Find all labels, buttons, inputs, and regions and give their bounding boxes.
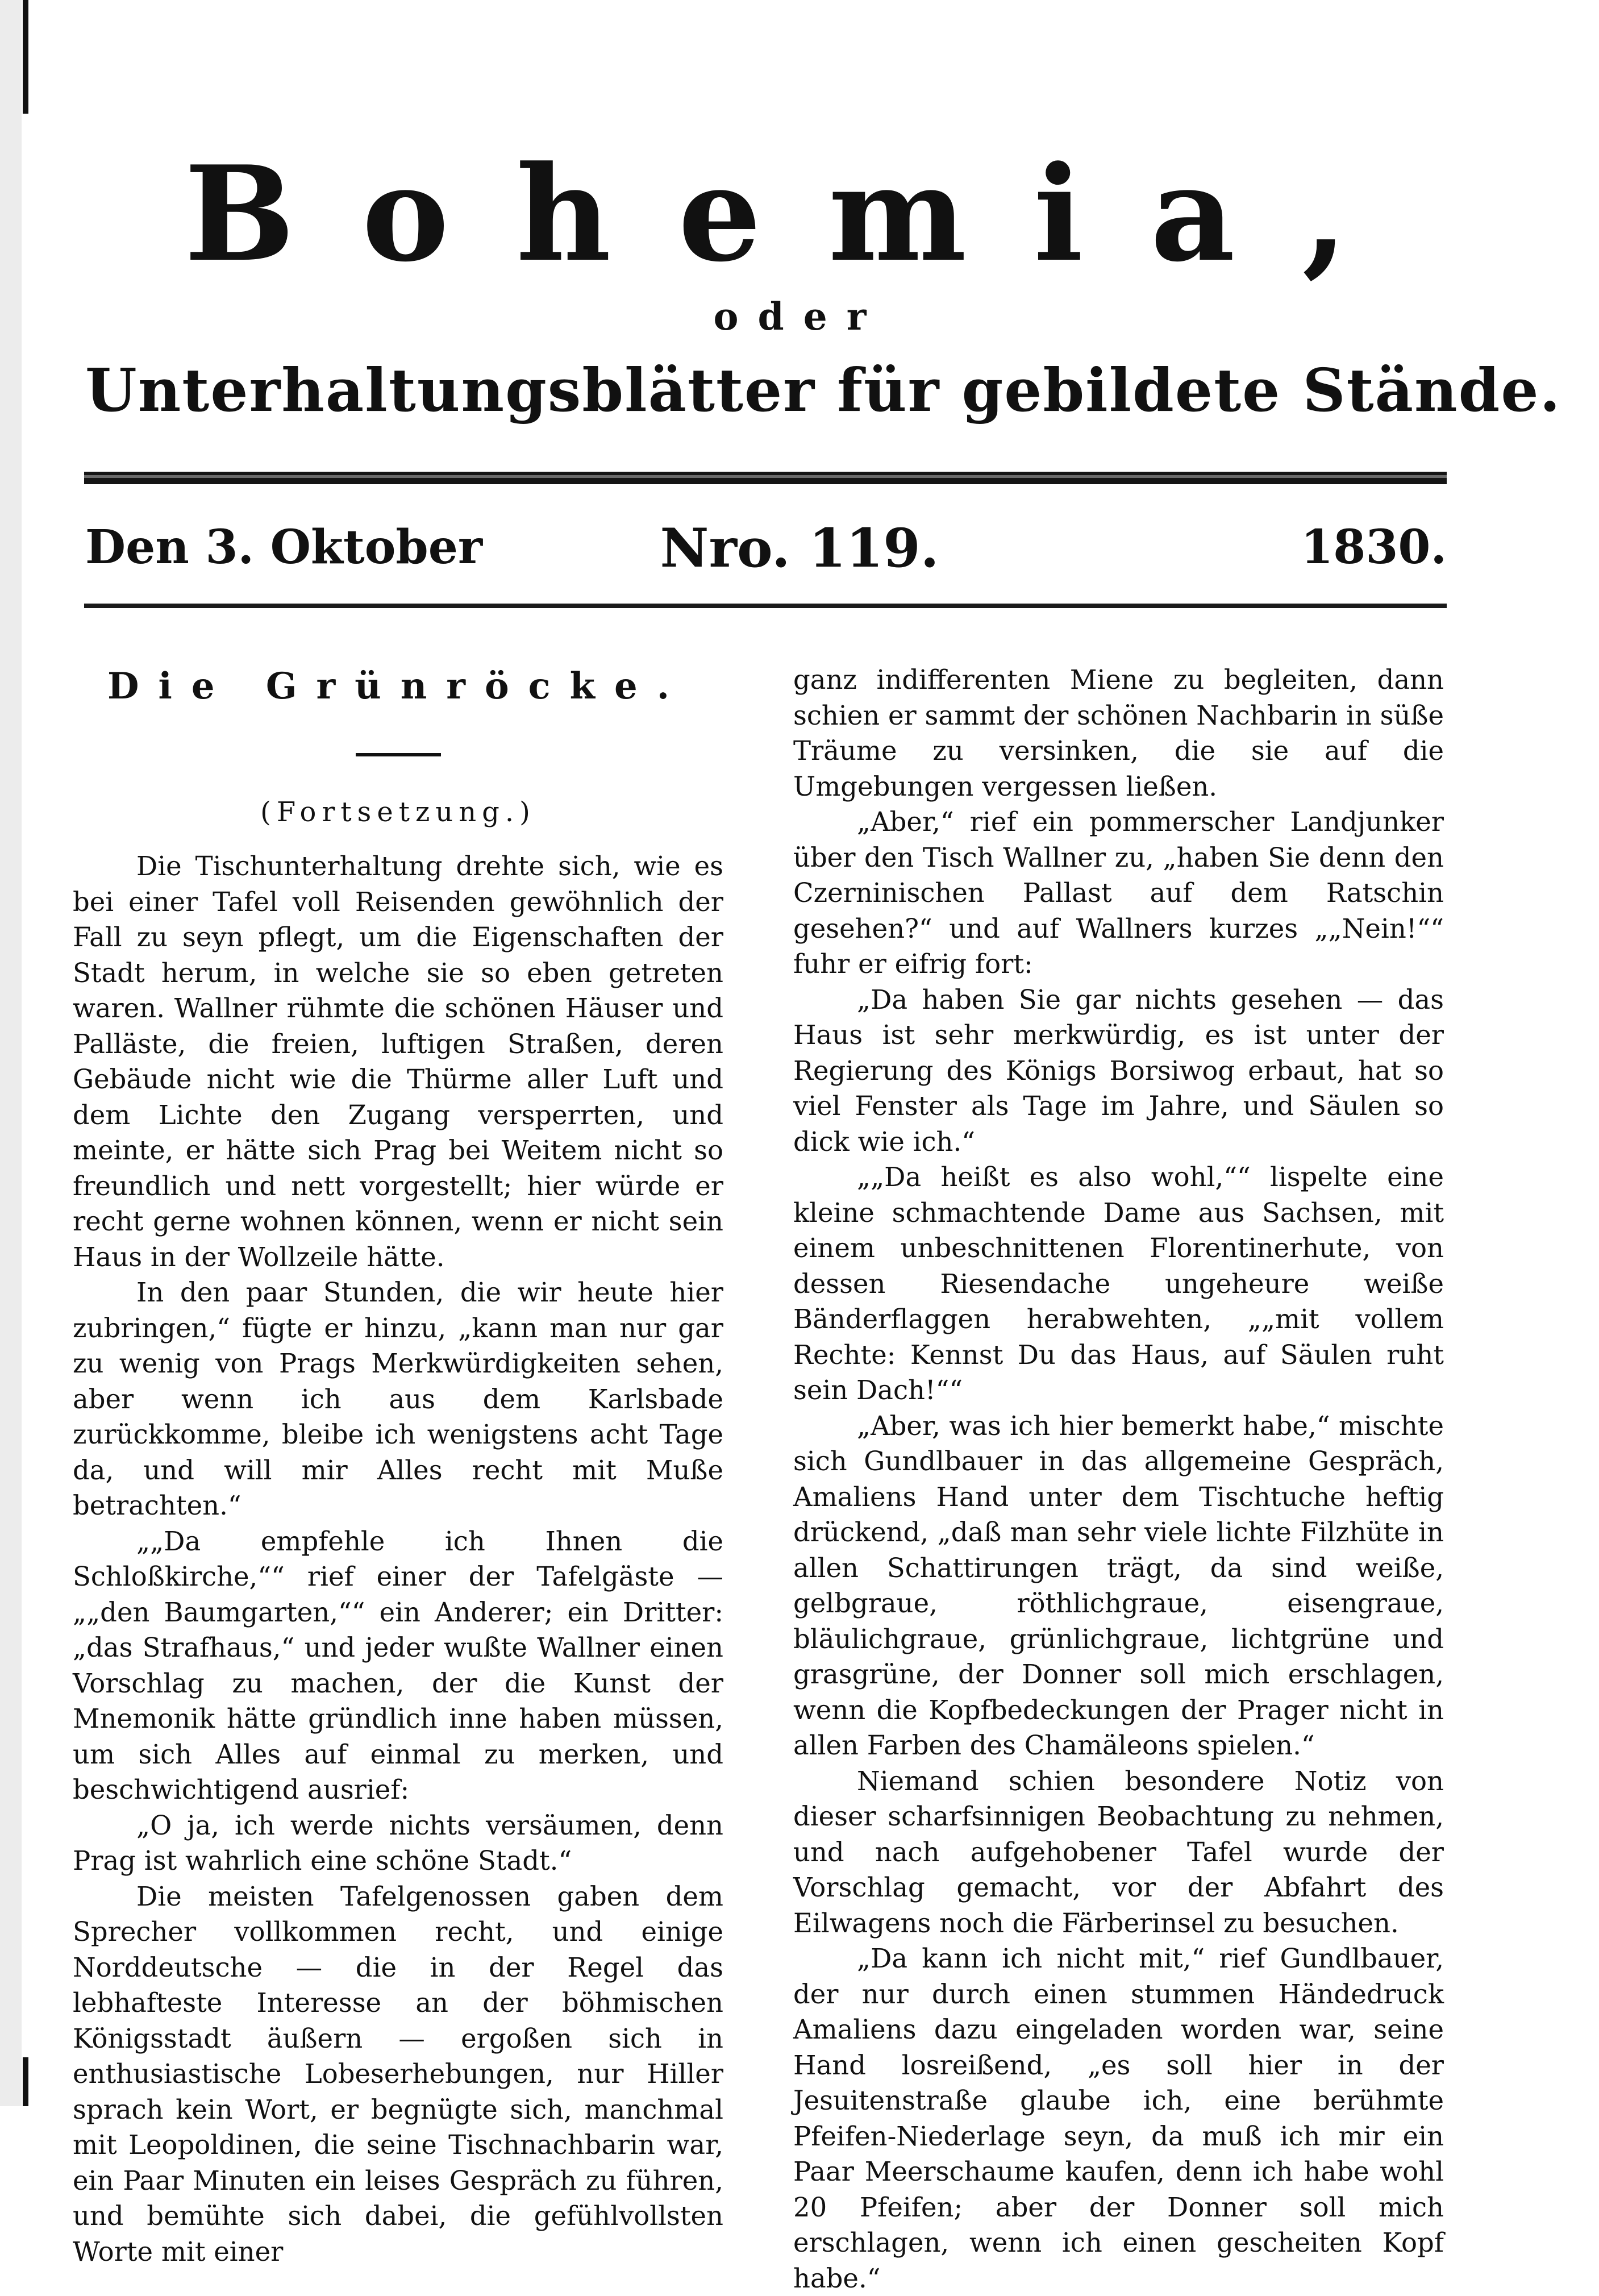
continuation-note: (Fortsetzung.) <box>260 796 536 828</box>
masthead-subtitle: Unterhaltungsblätter für gebildete Stände. <box>85 355 1561 425</box>
paragraph: In den paar Stunden, die wir heute hier zubringen,“ fügte er hinzu, „kann man nur gar zu wenig von Prags Merkwürdigkeiten sehen, aber wenn ich aus dem Karlsbade zurückkomme, bleibe ich wenigstens acht Tage da, und will mir Alles recht mit Muße betrachten.“ <box>73 1277 723 1521</box>
left-column <box>73 642 723 2269</box>
issue-rule <box>84 604 1447 608</box>
paragraph: „Da haben Sie gar nichts gesehen — das Haus ist sehr merkwürdig, es ist unter der Regierung des Königs Borsiwog erbaut, hat so viel Fenster als Tage im Jahre, und Säulen so dick wie ich.“ <box>793 984 1444 1157</box>
masthead-rule <box>84 472 1447 484</box>
paragraph: „Da kann ich nicht mit,“ rief Gundlbauer, der nur durch einen stummen Händedruck Amaliens dazu eingeladen worden war, seine Hand losreißend, „es soll hier in der Jesuitenstraße glaube ich, eine berühmte Pfeifen-Niederlage seyn, da muß ich mir ein Paar Meerschaume kaufen, denn ich habe wohl 20 Pfeifen; aber der Donner soll mich erschlagen, wenn ich einen gescheiten Kopf habe.“ <box>793 1943 1444 2294</box>
issue-year: 1830. <box>1301 520 1447 575</box>
title-divider <box>356 753 441 756</box>
issue-number: Nro. 119. <box>660 517 939 580</box>
paragraph: „„Da heißt es also wohl,““ lispelte eine kleine schmachtende Dame aus Sachsen, mit einem unbeschnittenen Florentinerhute, von dessen Riesendache ungeheure weiße Bänderflaggen herabwehten, „„mit vollem Rechte: Kennst Du das Haus, auf Säulen ruht sein Dach!““ <box>793 1162 1444 1405</box>
paragraph: Die Tischunterhaltung drehte sich, wie es bei einer Tafel voll Reisenden gewöhnlich der Fall zu seyn pflegt, um die Eigenschaften der Stadt herum, in welche sie so eben getreten waren. Wallner rühmte die schönen Häuser und Palläste, die freien, luftigen Straßen, deren Gebäude nicht wie die Thürme aller Luft und dem Lichte den Zugang versperrten, und meinte, er hätte sich Prag bei Weitem nicht so freundlich und nett vorgestellt; hier würde er recht gerne wohnen können, wenn er nicht sein Haus in der Wollzeile hätte. <box>73 851 723 1272</box>
paragraph: „Aber,“ rief ein pommerscher Landjunker über den Tisch Wallner zu, „haben Sie denn den Czerninischen Pallast auf dem Ratschin gesehen?“ und auf Wallners kurzes „„Nein!““ fuhr er eifrig fort: <box>793 806 1444 979</box>
paragraph: „Aber, was ich hier bemerkt habe,“ mischte sich Gundlbauer in das allgemeine Gespräch, Amaliens Hand unter dem Tischtuche heftig drückend, „daß man sehr viele lichte Filzhüte in allen Schattirungen trägt, da sind weiße, gelbgraue, röthlichgraue, eisengraue, bläulichgraue, grünlichgraue, lichtgrüne und grasgrüne, der Donner soll mich erschlagen, wenn die Kopfbedeckungen der Prager nicht in allen Farben des Chamäleons spielen.“ <box>793 1410 1444 1761</box>
masthead-rule-highlight <box>84 475 1447 478</box>
article-title: Die Grünröcke. <box>107 665 689 708</box>
right-column <box>793 662 1444 2296</box>
paragraph: Niemand schien besondere Notiz von dieser scharfsinnigen Beobachtung zu nehmen, und nach aufgehobener Tafel wurde der Vorschlag gemacht, vor der Abfahrt des Eilwagens noch die Färberinsel zu besuchen. <box>793 1765 1444 1939</box>
paragraph: ganz indifferenten Miene zu begleiten, dann schien er sammt der schönen Nachbarin in süße Träume zu versinken, die sie auf die Umgebungen vergessen ließen. <box>793 664 1444 802</box>
paragraph: „O ja, ich werde nichts versäumen, denn Prag ist wahrlich eine schöne Stadt.“ <box>73 1810 723 1876</box>
paragraph: „„Da empfehle ich Ihnen die Schloßkirche,““ rief einer der Tafelgäste — „„den Baumgarten,““ ein Anderer; ein Dritter: „das Strafhaus,“ und jeder wußte Wallner einen Vorschlag zu machen, der die Kunst der Mnemonik hätte gründlich inne haben müssen, um sich Alles auf einmal zu merken, und beschwichtigend ausrief: <box>73 1525 723 1805</box>
binding-mark-bottom <box>23 2057 28 2106</box>
paragraph: Die meisten Tafelgenossen gaben dem Sprecher vollkommen recht, und einige Norddeutsche — die in der Regel das lebhafteste Interesse an der böhmischen Königsstadt äußern — ergoßen sich in enthusiastische Lobeserhebungen, nur Hiller sprach kein Wort, er begnügte sich, manchmal mit Leopoldinen, die seine Tischnachbarin war, ein Paar Minuten ein leises Gespräch zu führen, und bemühte sich dabei, die gefühlvollsten Worte mit einer <box>73 1881 723 2267</box>
masthead-title: Bohemia, <box>184 138 1415 291</box>
binding-mark-top <box>23 0 28 114</box>
issue-date: Den 3. Oktober <box>85 520 483 575</box>
masthead-oder: oder <box>713 294 886 339</box>
